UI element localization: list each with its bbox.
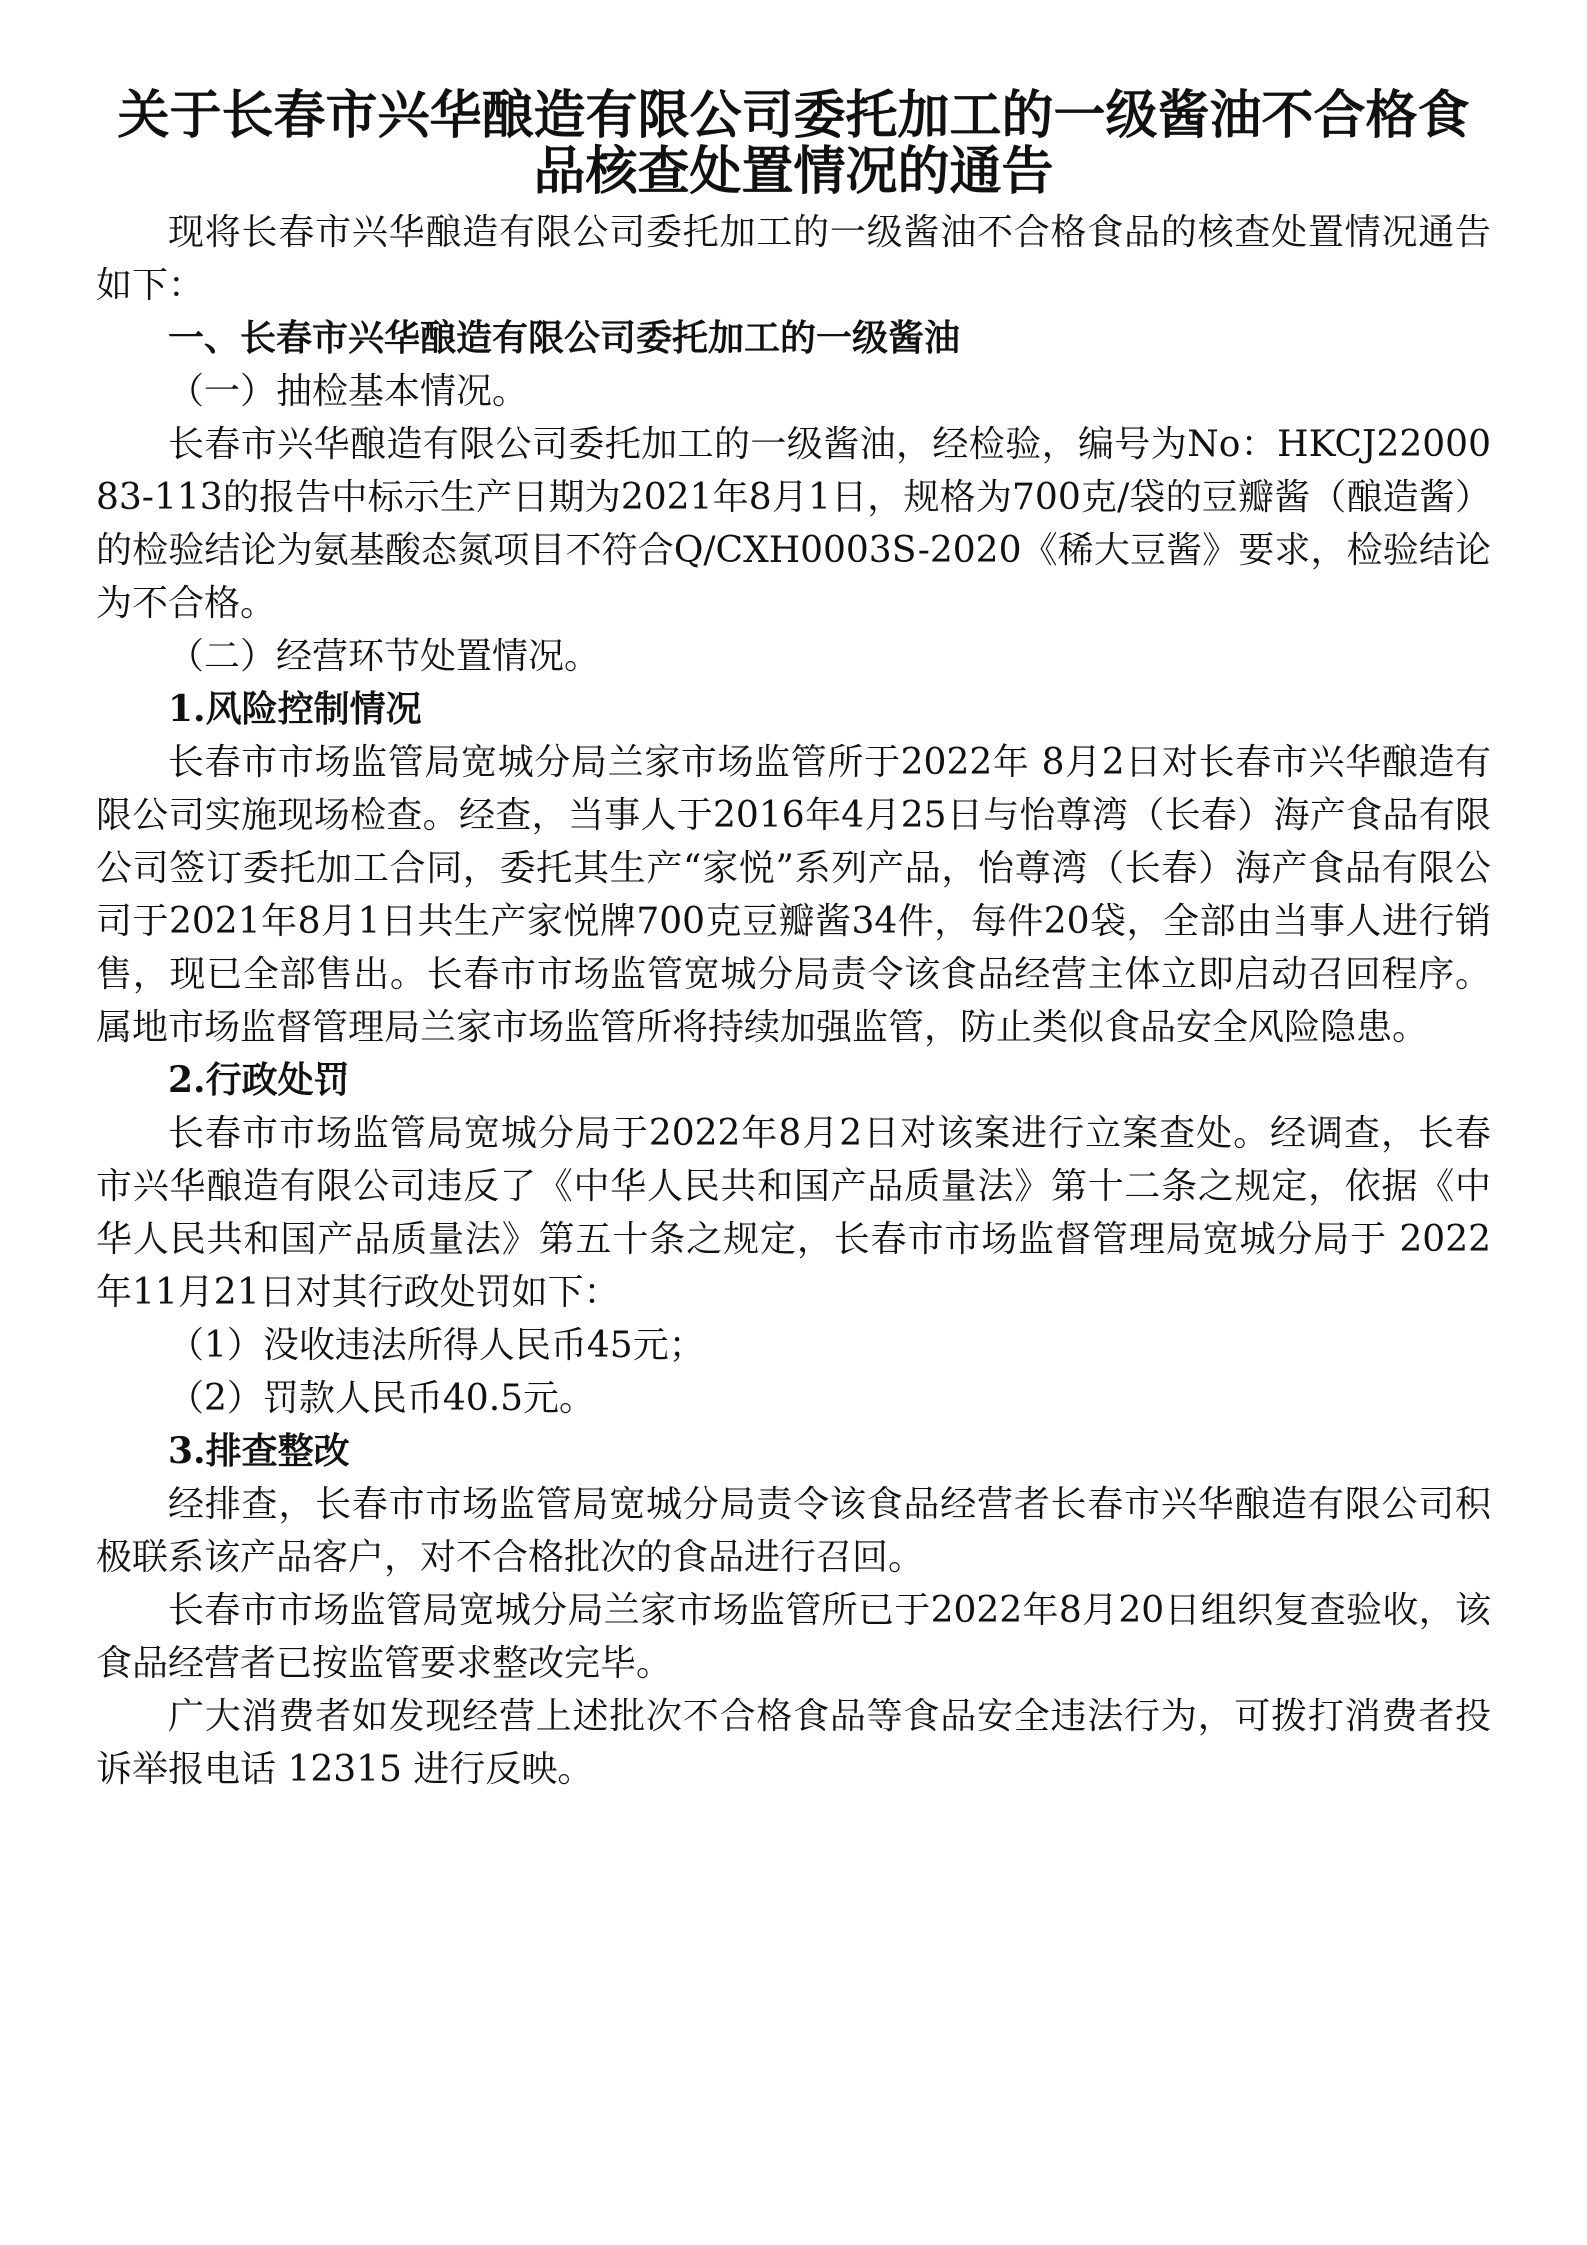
subsection-2-heading: （二）经营环节处置情况。 xyxy=(168,636,601,677)
subsection-1-heading: （一）抽检基本情况。 xyxy=(168,371,529,412)
document-title: 关于长春市兴华酿造有限公司委托加工的一级酱油不合格食品核查处置情况的通告 xyxy=(117,85,1470,202)
penalty-item-2: （2）罚款人民币40.5元。 xyxy=(168,1378,596,1419)
section-1-heading: 一、长春市兴华酿造有限公司委托加工的一级酱油 xyxy=(168,318,961,359)
risk-control-body: 长春市市场监管局宽城分局兰家市场监管所于2022年 8月2日对长春市兴华酿造有限公司实施现场检查。经查，当事人于2016年4月25日与怡尊湾（长春）海产食品有限公司签订委托加工合同，委托其生产“家悦”系列产品，怡尊湾（长春）海产食品有限公司于2021年8月1日共生产家悦牌700克豆瓣酱34件，每件20袋，全部由当事人进行销售，现已全部售出。长春市市场监管宽城分局责令该食品经营主体立即启动召回程序。属地市场监督管理局兰家市场监管所将持续加强监管，防止类似食品安全风险隐患。 xyxy=(96,742,1491,1048)
rectification-body-1: 经排查，长春市市场监管局宽城分局责令该食品经营者长春市兴华酿造有限公司积极联系该产品客户，对不合格批次的食品进行召回。 xyxy=(96,1484,1491,1578)
rectification-heading: 3.排查整改 xyxy=(168,1430,350,1472)
penalty-heading: 2.行政处罚 xyxy=(168,1059,350,1101)
risk-control-heading: 1.风险控制情况 xyxy=(168,688,422,730)
rectification-body-2: 长春市市场监管局宽城分局兰家市场监管所已于2022年8月20日组织复查验收，该食品经营者已按监管要求整改完毕。 xyxy=(96,1590,1491,1684)
intro-paragraph: 现将长春市兴华酿造有限公司委托加工的一级酱油不合格食品的核查处置情况通告如下： xyxy=(96,212,1491,306)
subsection-1-body: 长春市兴华酿造有限公司委托加工的一级酱油，经检验，编号为No：HKCJ2200083-113的报告中标示生产日期为2021年8月1日，规格为700克/袋的豆瓣酱（酿造酱）的检验结论为氨基酸态氮项目不符合Q/CXH0003S-2020《稀大豆酱》要求，检验结论为不合格。 xyxy=(96,424,1491,624)
penalty-body: 长春市市场监管局宽城分局于2022年8月2日对该案进行立案查处。经调查，长春市兴华酿造有限公司违反了《中华人民共和国产品质量法》第十二条之规定，依据《中华人民共和国产品质量法》第五十条之规定，长春市市场监督管理局宽城分局于 2022年11月21日对其行政处罚如下： xyxy=(96,1113,1491,1313)
notice-document xyxy=(96,85,1491,1796)
closing-paragraph: 广大消费者如发现经营上述批次不合格食品等食品安全违法行为，可拨打消费者投诉举报电话 12315 进行反映。 xyxy=(96,1696,1491,1790)
penalty-item-1: （1）没收违法所得人民币45元； xyxy=(168,1325,705,1366)
